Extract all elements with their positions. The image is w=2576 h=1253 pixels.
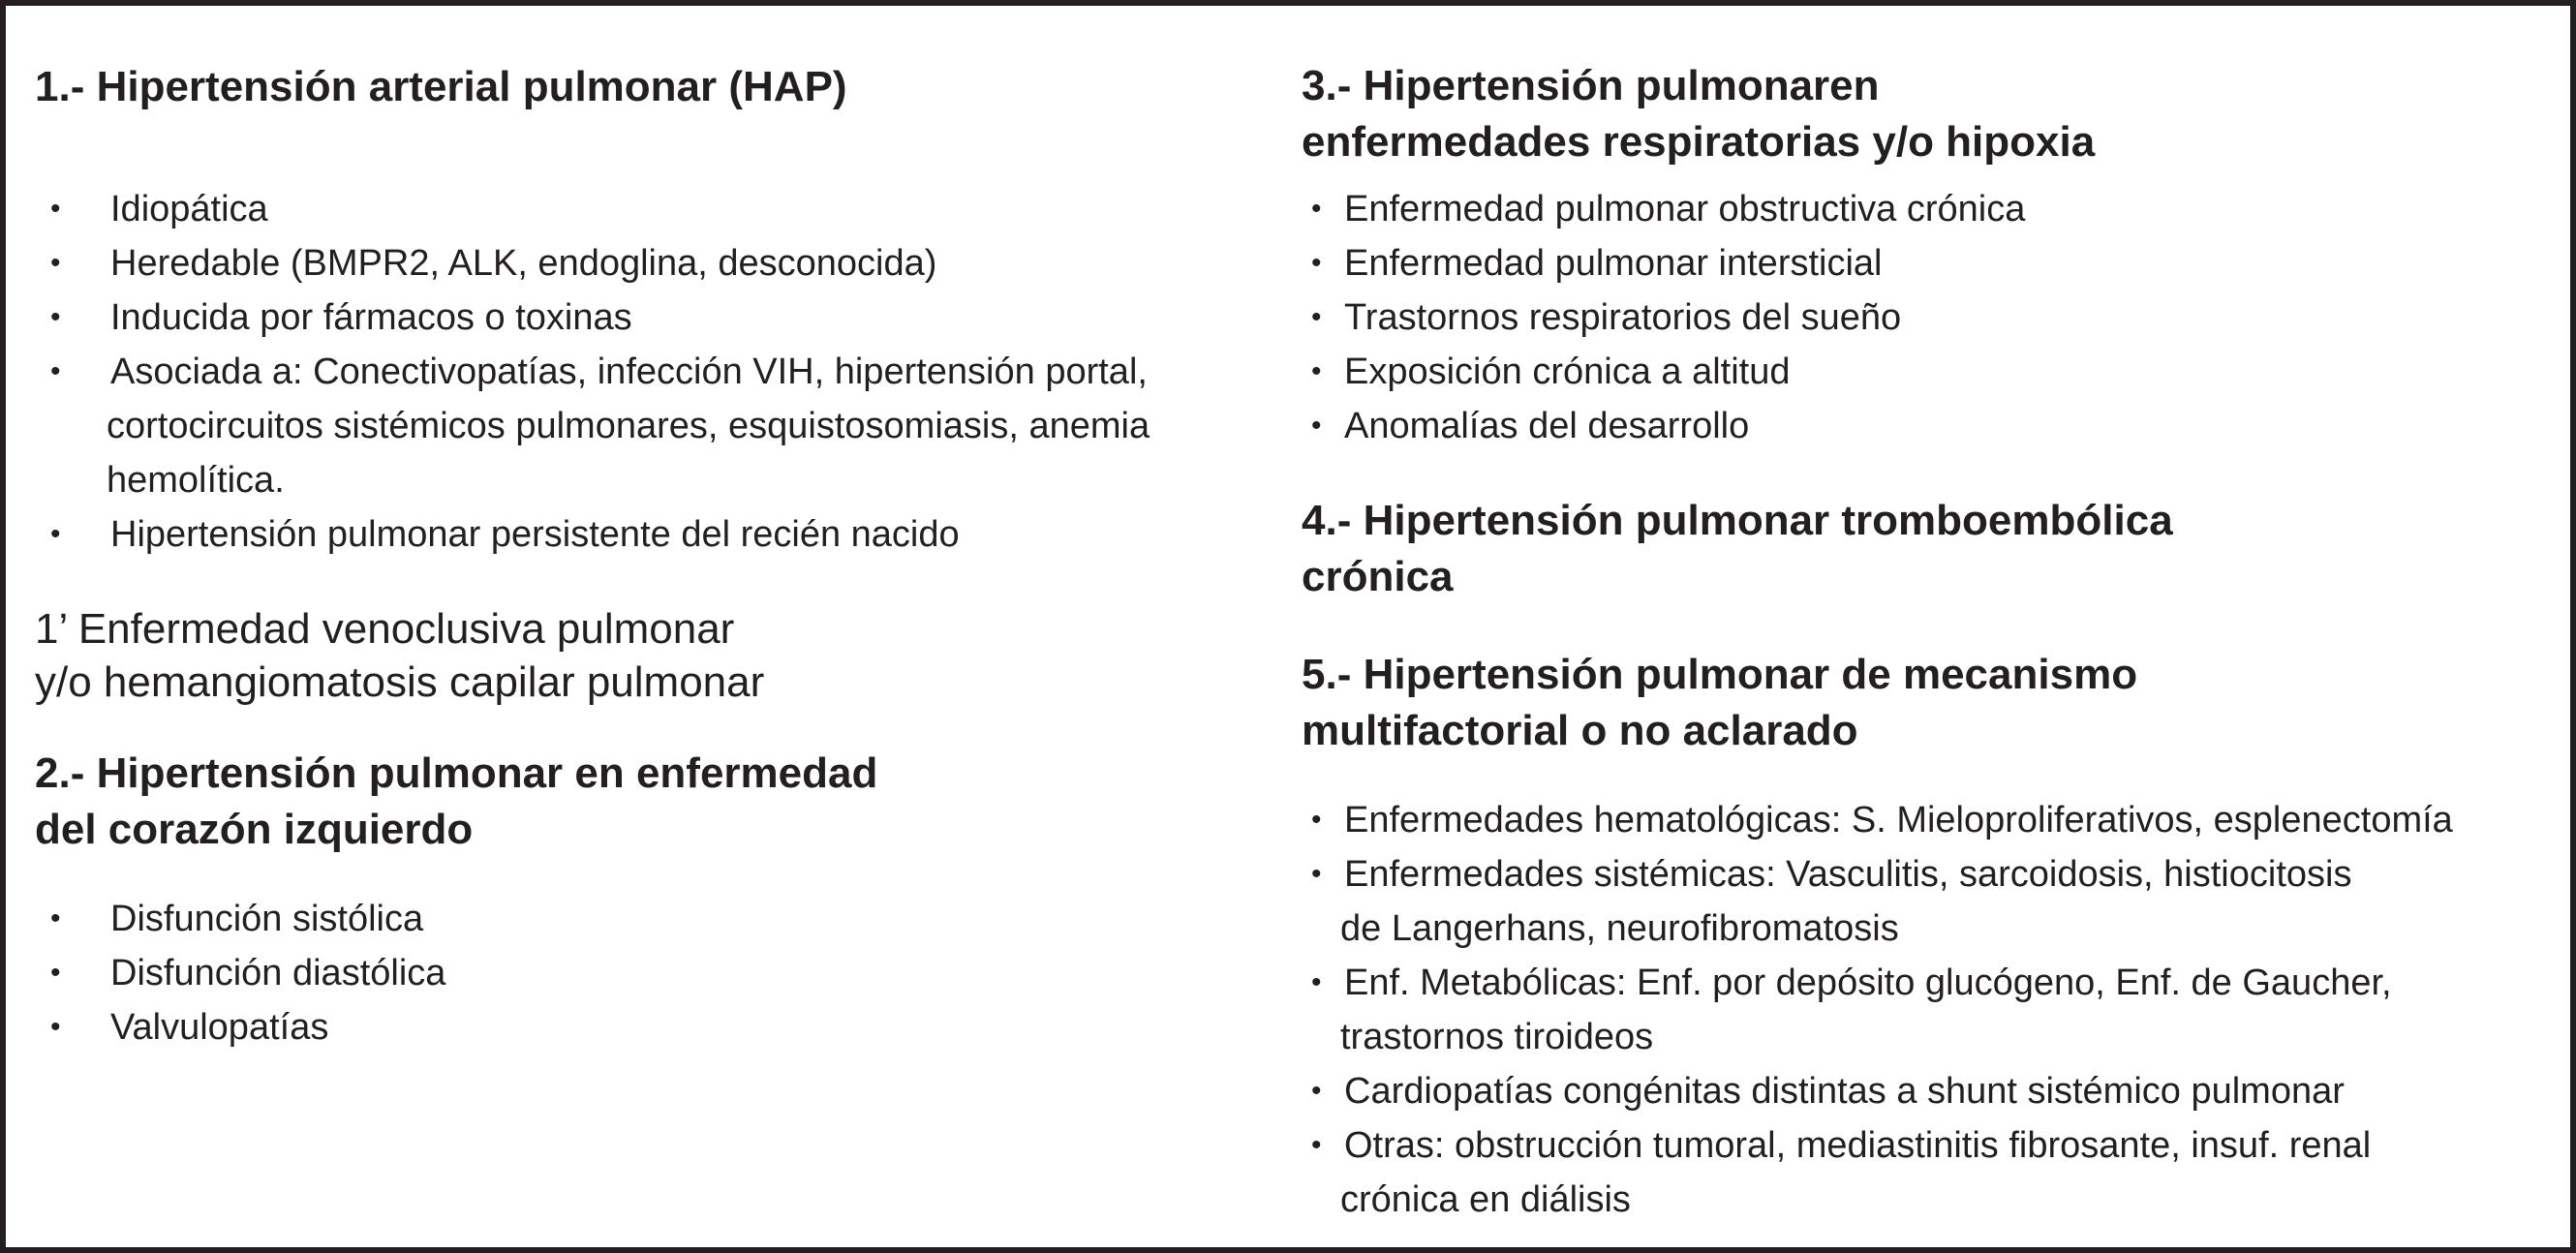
bullet-icon: • <box>50 518 61 550</box>
list-item <box>29 1000 445 1054</box>
section-3-line2: enfermedades respiratorias y/o hipoxia <box>1302 118 2096 166</box>
list-item <box>1296 793 2453 847</box>
section-1prime-line1: 1’ Enfermedad venoclusiva pulmonar <box>35 605 735 653</box>
list-item-text-continued: de Langerhans, neurofibromatosis <box>1340 908 1899 949</box>
section-1prime-line2: y/o hemangiomatosis capilar pulmonar <box>35 658 765 706</box>
section-2-title <box>35 746 877 858</box>
bullet-icon: • <box>1311 804 1322 836</box>
section-1-title: 1.- Hipertensión arterial pulmonar (HAP) <box>35 63 847 110</box>
list-item <box>29 345 1150 507</box>
section-4-line1: 4.- Hipertensión pulmonar tromboembólica <box>1302 497 2173 544</box>
bullet-icon: • <box>50 301 61 333</box>
list-item-text: Cardiopatías congénitas distintas a shunt sistémico pulmonar <box>1344 1071 2345 1112</box>
list-item-text: Enf. Metabólicas: Enf. por depósito glucógeno, Enf. de Gaucher, <box>1344 963 2392 1003</box>
bullet-icon: • <box>1311 1075 1322 1107</box>
bullet-icon: • <box>1311 193 1322 225</box>
section-2-list <box>29 892 445 1054</box>
list-item-text: Disfunción diastólica <box>110 953 446 993</box>
bullet-icon: • <box>1311 301 1322 333</box>
list-item <box>29 236 1150 290</box>
list-item-text: Heredable (BMPR2, ALK, endoglina, desconocida) <box>110 243 937 284</box>
bullet-icon: • <box>1311 1129 1322 1161</box>
list-item-text: Exposición crónica a altitud <box>1344 351 1791 392</box>
list-item-text: Enfermedades hematológicas: S. Mieloproliferativos, esplenectomía <box>1344 800 2453 840</box>
list-item <box>1296 1064 2453 1118</box>
bullet-icon: • <box>50 957 61 989</box>
section-5-line1: 5.- Hipertensión pulmonar de mecanismo <box>1302 651 2138 698</box>
list-item <box>1296 290 2025 345</box>
section-4-line2: crónica <box>1302 553 1454 600</box>
section-5-list <box>1296 793 2453 1227</box>
bullet-icon: • <box>50 1011 61 1043</box>
list-item <box>29 892 445 946</box>
list-item-text: Inducida por fármacos o toxinas <box>110 297 632 338</box>
list-item <box>29 182 1150 236</box>
list-item-text: Enfermedad pulmonar obstructiva crónica <box>1344 189 2026 229</box>
bullet-icon: • <box>50 193 61 225</box>
section-5-line2: multifactorial o no aclarado <box>1302 707 1858 754</box>
list-item-text: Otras: obstrucción tumoral, mediastinitis fibrosante, insuf. renal <box>1344 1125 2372 1166</box>
section-3-title <box>1302 58 2095 170</box>
list-item-text: Enfermedades sistémicas: Vasculitis, sarcoidosis, histiocitosis <box>1344 854 2352 895</box>
list-item <box>29 507 1150 562</box>
list-item <box>1296 956 2453 1064</box>
section-2-line2: del corazón izquierdo <box>35 806 474 853</box>
section-2-line1: 2.- Hipertensión pulmonar en enfermedad <box>35 749 878 797</box>
section-1prime-title <box>35 602 764 709</box>
list-item <box>1296 847 2453 956</box>
list-item <box>1296 399 2025 453</box>
list-item-text: Asociada a: Conectivopatías, infección VIH, hipertensión portal, <box>110 351 1148 392</box>
list-item-text-continued: trastornos tiroideos <box>1340 1017 1654 1057</box>
list-item-text: Enfermedad pulmonar intersticial <box>1344 243 1883 284</box>
list-item <box>1296 1118 2453 1227</box>
list-item <box>29 946 445 1000</box>
bullet-icon: • <box>1311 355 1322 387</box>
list-item <box>1296 345 2025 399</box>
bullet-icon: • <box>50 247 61 279</box>
list-item <box>1296 236 2025 290</box>
list-item-text: Hipertensión pulmonar persistente del recién nacido <box>110 514 960 555</box>
section-5-title <box>1302 647 2137 759</box>
bullet-icon: • <box>1311 858 1322 890</box>
list-item-text-continued: cortocircuitos sistémicos pulmonares, esquistosomiasis, anemia <box>107 406 1150 446</box>
list-item-text: Trastornos respiratorios del sueño <box>1344 297 1902 338</box>
bullet-icon: • <box>1311 247 1322 279</box>
list-item-text-continued: hemolítica. <box>107 460 285 501</box>
section-4-title <box>1302 493 2173 605</box>
list-item-text: Disfunción sistólica <box>110 899 424 939</box>
section-1-list <box>29 182 1150 562</box>
section-3-list <box>1296 182 2025 453</box>
list-item-text: Anomalías del desarrollo <box>1344 406 1750 446</box>
bullet-icon: • <box>50 355 61 387</box>
list-item <box>1296 182 2025 236</box>
list-item-text-continued: crónica en diálisis <box>1340 1179 1631 1220</box>
list-item-text: Idiopática <box>110 189 268 229</box>
section-3-line1: 3.- Hipertensión pulmonaren <box>1302 62 1880 109</box>
list-item <box>29 290 1150 345</box>
bullet-icon: • <box>1311 410 1322 442</box>
bullet-icon: • <box>1311 966 1322 998</box>
list-item-text: Valvulopatías <box>110 1007 329 1048</box>
bullet-icon: • <box>50 902 61 934</box>
